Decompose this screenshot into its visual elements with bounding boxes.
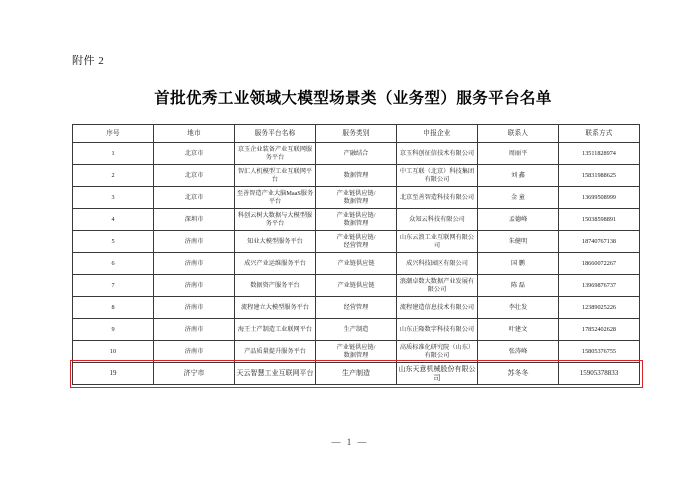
cell-category: 经营管理: [316, 297, 397, 319]
cell-platform: 智汇人机模型工业互联网平台: [235, 165, 316, 187]
table-body: [73, 143, 640, 385]
cell-category: [316, 231, 397, 253]
table-row: [73, 231, 640, 253]
cell-phone: 15831988625: [559, 165, 640, 187]
platform-listing-table: [72, 124, 640, 385]
table-row: [73, 341, 640, 363]
cell-category: 产融结合: [316, 143, 397, 165]
cell-phone: 13511828974: [559, 143, 640, 165]
cell-category: 生产制造: [316, 363, 397, 385]
column-header-city: 地市: [154, 125, 235, 143]
cell-category: 产业链供应链: [316, 275, 397, 297]
cell-seq: 6: [73, 253, 154, 275]
cell-city: 北京市: [154, 143, 235, 165]
column-header-category: 服务类别: [316, 125, 397, 143]
cell-category-line: 数据管理: [343, 197, 369, 205]
cell-platform: 科创云树大数据与大模型服务平台: [235, 209, 316, 231]
cell-city: 济南市: [154, 275, 235, 297]
cell-seq: 10: [73, 341, 154, 363]
table-header: [73, 125, 640, 143]
cell-city: 济南市: [154, 341, 235, 363]
cell-company: 流程建造信息技术有限公司: [397, 297, 478, 319]
table-row: [73, 319, 640, 341]
cell-city: 北京市: [154, 187, 235, 209]
page-number: — 1 —: [331, 437, 369, 447]
cell-category: 数据管理: [316, 165, 397, 187]
cell-city: 北京市: [154, 165, 235, 187]
cell-company: 山东云浪工业互联网有限公司: [397, 231, 478, 253]
cell-seq: 7: [73, 275, 154, 297]
cell-seq: 9: [73, 319, 154, 341]
cell-seq: 2: [73, 165, 154, 187]
table-row: [73, 209, 640, 231]
cell-phone: 15038598891: [559, 209, 640, 231]
cell-company: 京玉科创征信技术有限公司: [397, 143, 478, 165]
cell-company: 成兴科技园区有限公司: [397, 253, 478, 275]
cell-contact: 金 童: [478, 187, 559, 209]
cell-phone: 15905378833: [559, 363, 640, 385]
cell-phone: 13969876737: [559, 275, 640, 297]
cell-category-line: 产业链供应链/: [336, 211, 376, 219]
cell-seq: 8: [73, 297, 154, 319]
cell-seq: 5: [73, 231, 154, 253]
cell-platform: 数据资产服务平台: [235, 275, 316, 297]
column-header-company: 申报企业: [397, 125, 478, 143]
cell-category-line: 产业链供应链/: [336, 233, 376, 241]
cell-category-line: 经营管理: [343, 241, 369, 249]
column-header-platform: 服务平台名称: [235, 125, 316, 143]
table-row: [73, 275, 640, 297]
cell-seq: 1: [73, 143, 154, 165]
cell-phone: 12389025226: [559, 297, 640, 319]
cell-phone: 17852402628: [559, 319, 640, 341]
cell-contact: 苏冬冬: [478, 363, 559, 385]
cell-contact: 叶建文: [478, 319, 559, 341]
table-row: [73, 143, 640, 165]
cell-phone: 18740767138: [559, 231, 640, 253]
cell-city: 济宁市: [154, 363, 235, 385]
table-row: [73, 165, 640, 187]
cell-platform: 海王士产制造工业联网平台: [235, 319, 316, 341]
cell-phone: 18660072267: [559, 253, 640, 275]
cell-company: 浪潮卓数大数据产业发展有限公司: [397, 275, 478, 297]
cell-seq: 19: [73, 363, 154, 385]
cell-contact: 刘 鑫: [478, 165, 559, 187]
cell-category: 产业链供应链: [316, 253, 397, 275]
table-row: [73, 297, 640, 319]
table-header-row: [73, 125, 640, 143]
cell-category-line: 产业链供应链/: [336, 343, 376, 351]
page-title: 首批优秀工业领域大模型场景类（业务型）服务平台名单: [154, 90, 552, 107]
cell-seq: 4: [73, 209, 154, 231]
cell-city: 济南市: [154, 297, 235, 319]
cell-category: 生产制造: [316, 319, 397, 341]
cell-category: [316, 187, 397, 209]
cell-phone: 15805376755: [559, 341, 640, 363]
cell-contact: 张涛峰: [478, 341, 559, 363]
column-header-seq: 序号: [73, 125, 154, 143]
cell-platform: 京玉企业装备产业互联网服务平台: [235, 143, 316, 165]
cell-category: [316, 209, 397, 231]
cell-platform: 成兴产业运维服务平台: [235, 253, 316, 275]
cell-city: 深圳市: [154, 209, 235, 231]
cell-company: 北京至善智造科技有限公司: [397, 187, 478, 209]
cell-city: 济南市: [154, 231, 235, 253]
cell-platform: 至善智造产业大脑MaaS服务平台: [235, 187, 316, 209]
cell-company: 众知云科技有限公司: [397, 209, 478, 231]
cell-company: 山东正隆数字科技有限公司: [397, 319, 478, 341]
cell-seq: 3: [73, 187, 154, 209]
column-header-contact: 联系人: [478, 125, 559, 143]
cell-city: 济南市: [154, 319, 235, 341]
cell-contact: 孟德峰: [478, 209, 559, 231]
attachment-label: 附件 2: [72, 55, 105, 67]
cell-contact: 朱健明: [478, 231, 559, 253]
cell-company: 高质标准化研究院（山东）有限公司: [397, 341, 478, 363]
cell-category: [316, 341, 397, 363]
cell-phone: 13699508999: [559, 187, 640, 209]
cell-contact: 国 鹏: [478, 253, 559, 275]
cell-contact: 周丽平: [478, 143, 559, 165]
cell-platform: 知业大模型服务平台: [235, 231, 316, 253]
cell-city: 济南市: [154, 253, 235, 275]
cell-contact: 李壮发: [478, 297, 559, 319]
cell-platform: 流程建立大模型服务平台: [235, 297, 316, 319]
cell-company: 中工互联（北京）科技集团有限公司: [397, 165, 478, 187]
cell-contact: 陈 磊: [478, 275, 559, 297]
column-header-phone: 联系方式: [559, 125, 640, 143]
cell-category-line: 数据管理: [343, 351, 369, 359]
cell-company: 山东天意机械股份有限公司: [397, 363, 478, 385]
cell-platform: 天云智慧工业互联网平台: [235, 363, 316, 385]
table-row-highlighted: [73, 363, 640, 385]
cell-platform: 产品质量提升服务平台: [235, 341, 316, 363]
cell-category-line: 数据管理: [343, 219, 369, 227]
cell-category-line: 产业链供应链/: [336, 189, 376, 197]
table-row: [73, 187, 640, 209]
table-row: [73, 253, 640, 275]
